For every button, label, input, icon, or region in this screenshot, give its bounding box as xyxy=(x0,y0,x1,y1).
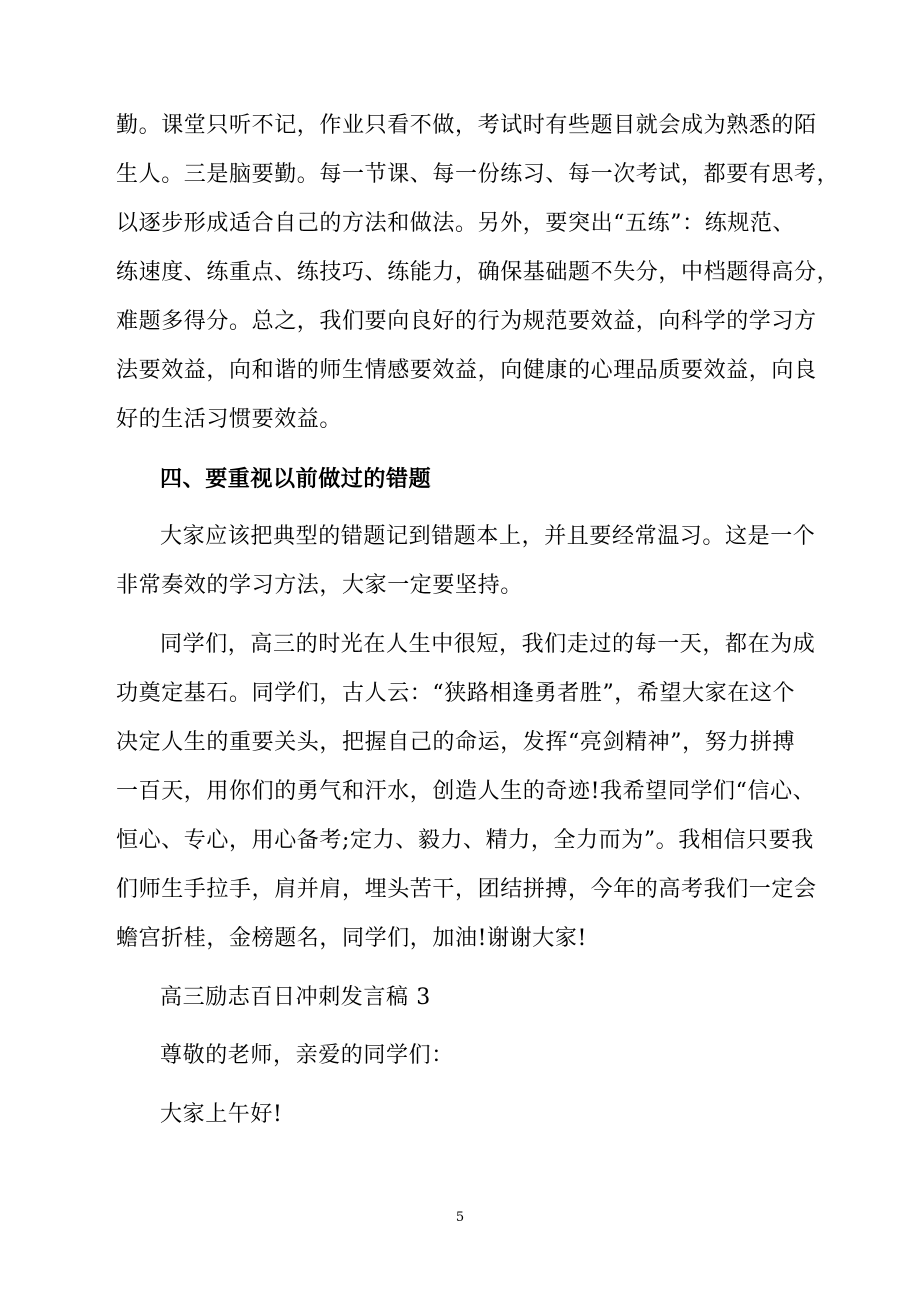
paragraph-line: 以逐步形成适合自己的方法和做法。另外，要突出“五练”：练规范、 xyxy=(116,211,796,236)
paragraph-line: 蟾宫折桂，金榜题名，同学们，加油!谢谢大家! xyxy=(116,926,587,951)
paragraph-line: 法要效益，向和谐的师生情感要效益，向健康的心理品质要效益，向良 xyxy=(116,358,817,383)
paragraph-line: 生人。三是脑要勤。每一节课、每一份练习、每一次考试，都要有思考， xyxy=(116,162,840,187)
paragraph-line: 同学们，高三的时光在人生中很短，我们走过的每一天，都在为成 xyxy=(160,632,816,657)
paragraph-line: 勤。课堂只听不记，作业只看不做，考试时有些题目就会成为熟悉的陌 xyxy=(116,113,817,138)
greeting: 大家上午好! xyxy=(160,1102,283,1127)
page-number: 5 xyxy=(455,1210,465,1225)
paragraph-line: 练速度、练重点、练技巧、练能力，确保基础题不失分，中档题得高分， xyxy=(116,260,840,285)
paragraph-line: 一百天，用你们的勇气和汗水，创造人生的奇迹!我希望同学们“信心、 xyxy=(116,779,816,804)
paragraph-line: 好的生活习惯要效益。 xyxy=(116,407,343,432)
section-heading: 四、要重视以前做过的错题 xyxy=(160,466,432,492)
paragraph-line: 恒心、专心，用心备考;定力、毅力、精力，全力而为”。我相信只要我 xyxy=(116,828,814,853)
paragraph-line: 决定人生的重要关头，把握自己的命运，发挥“亮剑精神”，努力拼搏 xyxy=(116,730,796,755)
paragraph-line: 非常奏效的学习方法，大家一定要坚持。 xyxy=(116,573,523,598)
paragraph-line: 功奠定基石。同学们，古人云：“狭路相逢勇者胜”，希望大家在这个 xyxy=(116,681,796,706)
paragraph-line: 大家应该把典型的错题记到错题本上，并且要经常温习。这是一个 xyxy=(160,524,816,549)
salutation: 尊敬的老师，亲爱的同学们： xyxy=(160,1043,454,1068)
speech-title: 高三励志百日冲刺发言稿 3 xyxy=(160,985,431,1010)
paragraph-line: 难题多得分。总之，我们要向良好的行为规范要效益，向科学的学习方 xyxy=(116,309,817,334)
paragraph-line: 们师生手拉手，肩并肩，埋头苦干，团结拼搏，今年的高考我们一定会 xyxy=(116,877,817,902)
